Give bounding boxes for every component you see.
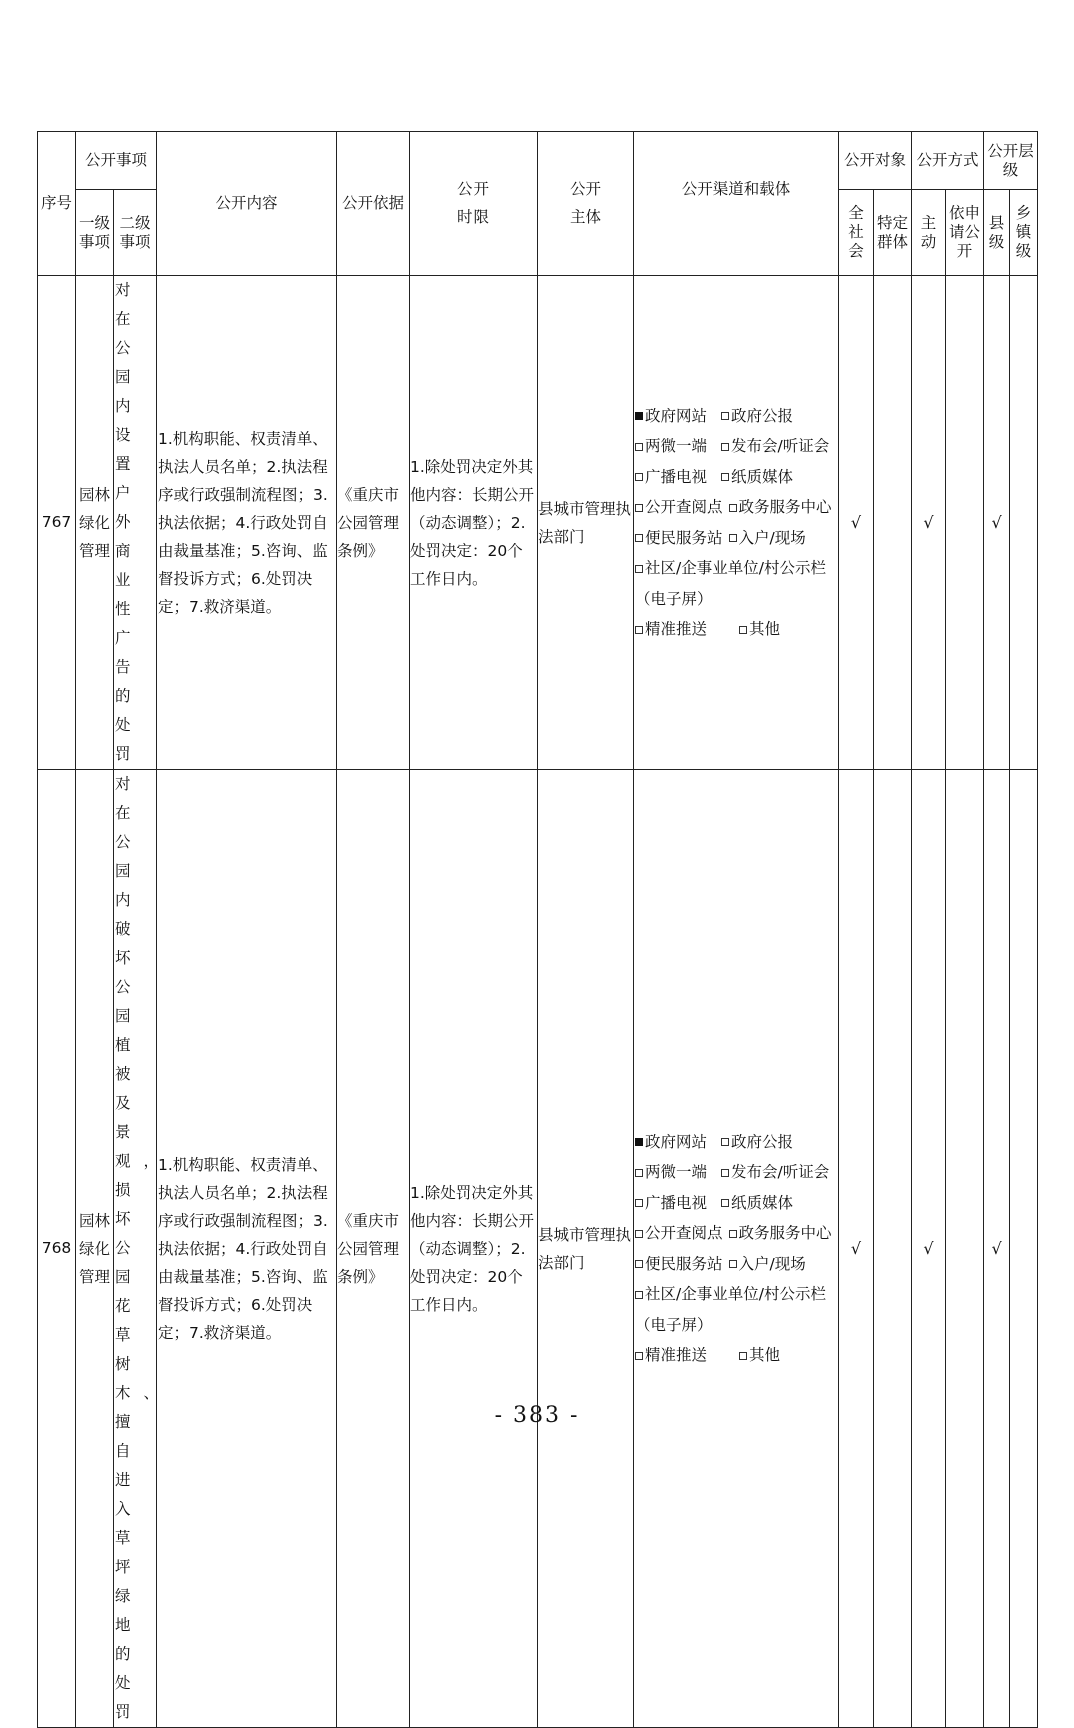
header-tier-county-label: 县级: [988, 213, 1005, 251]
check-mark: √: [850, 512, 862, 532]
header-level2-label: 二级事项: [119, 213, 151, 251]
row-seq: [38, 770, 76, 1728]
row-basis: [337, 770, 410, 1728]
row-content: [157, 276, 337, 770]
channel-precise: 精准推送: [645, 1346, 708, 1364]
row-audience-all: [839, 770, 874, 1728]
channel-reading-point: 公开查阅点: [645, 498, 723, 516]
header-level2: [114, 190, 157, 276]
row-channels: [634, 276, 839, 770]
checked-box-icon: [635, 412, 643, 420]
channel-gov-site: 政府网站: [645, 406, 708, 425]
header-time-limit-label: 公开时限: [457, 179, 491, 226]
row-seq-value: 768: [41, 1239, 72, 1258]
channel-gov-bulletin: 政府公报: [731, 406, 794, 425]
page-number: - 383 -: [494, 1403, 580, 1428]
row-time-limit: [410, 276, 538, 770]
row-level1-value: 园林绿化管理: [78, 485, 110, 560]
unchecked-box-icon: [721, 1138, 729, 1146]
checked-box-icon: [635, 1138, 643, 1146]
header-mode-label: 公开方式: [916, 151, 979, 170]
check-mark: √: [991, 512, 1002, 532]
check-mark: √: [923, 512, 934, 532]
header-basis-label: 公开依据: [342, 194, 405, 213]
unchecked-box-icon: [635, 1291, 643, 1299]
channel-two-micro: 两微一端: [645, 1163, 708, 1181]
channel-convenience: 便民服务站: [645, 1254, 723, 1273]
header-mode-active-label: 主动: [920, 213, 937, 251]
unchecked-box-icon: [721, 412, 729, 420]
row-tier-county: [984, 276, 1010, 770]
channel-reading-point: 公开查阅点: [645, 1224, 723, 1242]
header-audience-all: [839, 190, 874, 276]
unchecked-box-icon: [635, 504, 643, 512]
row-level2-value: 对在公园内设置户外商业性广告的处罚: [115, 281, 144, 763]
channel-convenience: 便民服务站: [645, 528, 723, 547]
row-subject-value: 县城市管理执法部门: [538, 1225, 632, 1272]
channel-gov-site: 政府网站: [645, 1132, 708, 1151]
header-basis: [337, 132, 410, 276]
unchecked-box-icon: [635, 534, 643, 542]
header-time-limit: [410, 132, 538, 276]
row-basis: [337, 276, 410, 770]
row-level1-value: 园林绿化管理: [78, 1211, 110, 1286]
row-content-value: 1.机构职能、权责清单、执法人员名单；2.执法程序或行政强制流程图；3.执法依据；4.行政处罚自由裁量基准；5.咨询、监督投诉方式；6.处罚决定；7.救济渠道。: [158, 1155, 328, 1342]
header-matter: [76, 132, 157, 190]
header-tier: [984, 132, 1038, 190]
row-tier-county: [984, 770, 1010, 1728]
header-audience: [839, 132, 912, 190]
channel-press: 发布会/听证会: [731, 1163, 830, 1181]
row-level1: [76, 770, 114, 1728]
channel-broadcast: 广播电视: [645, 1193, 708, 1212]
header-channels: [634, 132, 839, 276]
header-level1: [76, 190, 114, 276]
channel-door: 入户/现场: [738, 528, 806, 547]
row-level1: [76, 276, 114, 770]
header-audience-all-label: 全社会: [848, 204, 864, 260]
unchecked-box-icon: [721, 443, 729, 451]
unchecked-box-icon: [721, 473, 729, 481]
channel-paper: 纸质媒体: [731, 1193, 794, 1212]
channel-service-center: 政务服务中心: [738, 1224, 832, 1242]
row-subject: [538, 276, 634, 770]
row-time-limit-value: 1.除处罚决定外其他内容：长期公开（动态调整）；2.处罚决定：20个工作日内。: [410, 457, 535, 588]
row-channels: [634, 770, 839, 1728]
header-seq: [38, 132, 76, 276]
header-mode: [912, 132, 984, 190]
channel-press: 发布会/听证会: [731, 437, 830, 455]
header-matter-label: 公开事项: [85, 151, 148, 170]
unchecked-box-icon: [635, 1260, 643, 1268]
row-time-limit-value: 1.除处罚决定外其他内容：长期公开（动态调整）；2.处罚决定：20个工作日内。: [410, 1183, 535, 1314]
unchecked-box-icon: [635, 473, 643, 481]
row-time-limit: [410, 770, 538, 1728]
row-content: [157, 770, 337, 1728]
unchecked-box-icon: [729, 534, 737, 542]
header-content-label: 公开内容: [215, 194, 278, 213]
channel-service-center: 政务服务中心: [738, 498, 832, 516]
disclosure-table: [37, 131, 1038, 1728]
row-subject: [538, 770, 634, 1728]
row-level2: [114, 770, 173, 1728]
unchecked-box-icon: [721, 1169, 729, 1177]
row-mode-active: [912, 770, 946, 1728]
row-basis-value: 《重庆市公园管理条例》: [337, 485, 400, 560]
header-audience-specific: [874, 190, 912, 276]
row-seq-value: 767: [41, 513, 72, 532]
channel-community: 社区/企事业单位/村公示栏（电子屏）: [635, 559, 826, 608]
channel-broadcast: 广播电视: [645, 467, 708, 486]
channel-paper: 纸质媒体: [731, 467, 794, 486]
header-channels-label: 公开渠道和载体: [681, 180, 791, 198]
header-mode-request: [946, 190, 984, 276]
row-audience-specific: [874, 770, 912, 1728]
unchecked-box-icon: [635, 626, 643, 634]
header-audience-specific-label: 特定群体: [877, 213, 909, 251]
unchecked-box-icon: [635, 443, 643, 451]
header-content: [157, 132, 337, 276]
header-level1-label: 一级事项: [78, 213, 110, 251]
channel-door: 入户/现场: [738, 1254, 806, 1273]
table-row: [38, 276, 1038, 770]
row-mode-request: [946, 770, 984, 1728]
check-mark: √: [923, 1238, 934, 1258]
header-seq-label: 序号: [40, 194, 72, 213]
check-mark: √: [850, 1238, 862, 1258]
header-subject-label: 公开主体: [570, 179, 602, 226]
unchecked-box-icon: [635, 1230, 643, 1238]
header-tier-town-label: 乡镇级: [1015, 204, 1032, 260]
unchecked-box-icon: [635, 565, 643, 573]
unchecked-box-icon: [729, 1260, 737, 1268]
unchecked-box-icon: [729, 504, 737, 512]
unchecked-box-icon: [635, 1352, 643, 1360]
channel-other: 其他: [749, 620, 781, 638]
unchecked-box-icon: [635, 1199, 643, 1207]
row-mode-active: [912, 276, 946, 770]
header-mode-active: [912, 190, 946, 276]
check-mark: √: [991, 1238, 1002, 1258]
channel-two-micro: 两微一端: [645, 437, 708, 455]
channel-community: 社区/企事业单位/村公示栏（电子屏）: [635, 1285, 826, 1334]
table-row: [38, 770, 1038, 1728]
channel-precise: 精准推送: [645, 620, 708, 638]
unchecked-box-icon: [729, 1230, 737, 1238]
row-mode-request: [946, 276, 984, 770]
header-audience-label: 公开对象: [844, 151, 907, 170]
header-subject: [538, 132, 634, 276]
row-level2-value: 对在公园内破坏公园植被及景观，损坏公园花草树木、擅自进入草坪绿地的处罚: [115, 775, 173, 1721]
row-audience-all: [839, 276, 874, 770]
header-tier-county: [984, 190, 1010, 276]
channel-other: 其他: [749, 1346, 781, 1364]
unchecked-box-icon: [721, 1199, 729, 1207]
channel-gov-bulletin: 政府公报: [731, 1132, 794, 1151]
row-subject-value: 县城市管理执法部门: [538, 499, 632, 546]
row-tier-town: [1010, 770, 1038, 1728]
header-mode-request-label: 依申请公开: [949, 204, 981, 260]
row-basis-value: 《重庆市公园管理条例》: [337, 1211, 400, 1286]
row-level2: [114, 276, 157, 770]
row-content-value: 1.机构职能、权责清单、执法人员名单；2.执法程序或行政强制流程图；3.执法依据；4.行政处罚自由裁量基准；5.咨询、监督投诉方式；6.处罚决定；7.救济渠道。: [158, 429, 328, 616]
row-tier-town: [1010, 276, 1038, 770]
unchecked-box-icon: [635, 1169, 643, 1177]
unchecked-box-icon: [739, 1352, 747, 1360]
row-seq: [38, 276, 76, 770]
header-tier-town: [1010, 190, 1038, 276]
header-tier-label: 公开层级: [987, 141, 1034, 179]
unchecked-box-icon: [739, 626, 747, 634]
row-audience-specific: [874, 276, 912, 770]
